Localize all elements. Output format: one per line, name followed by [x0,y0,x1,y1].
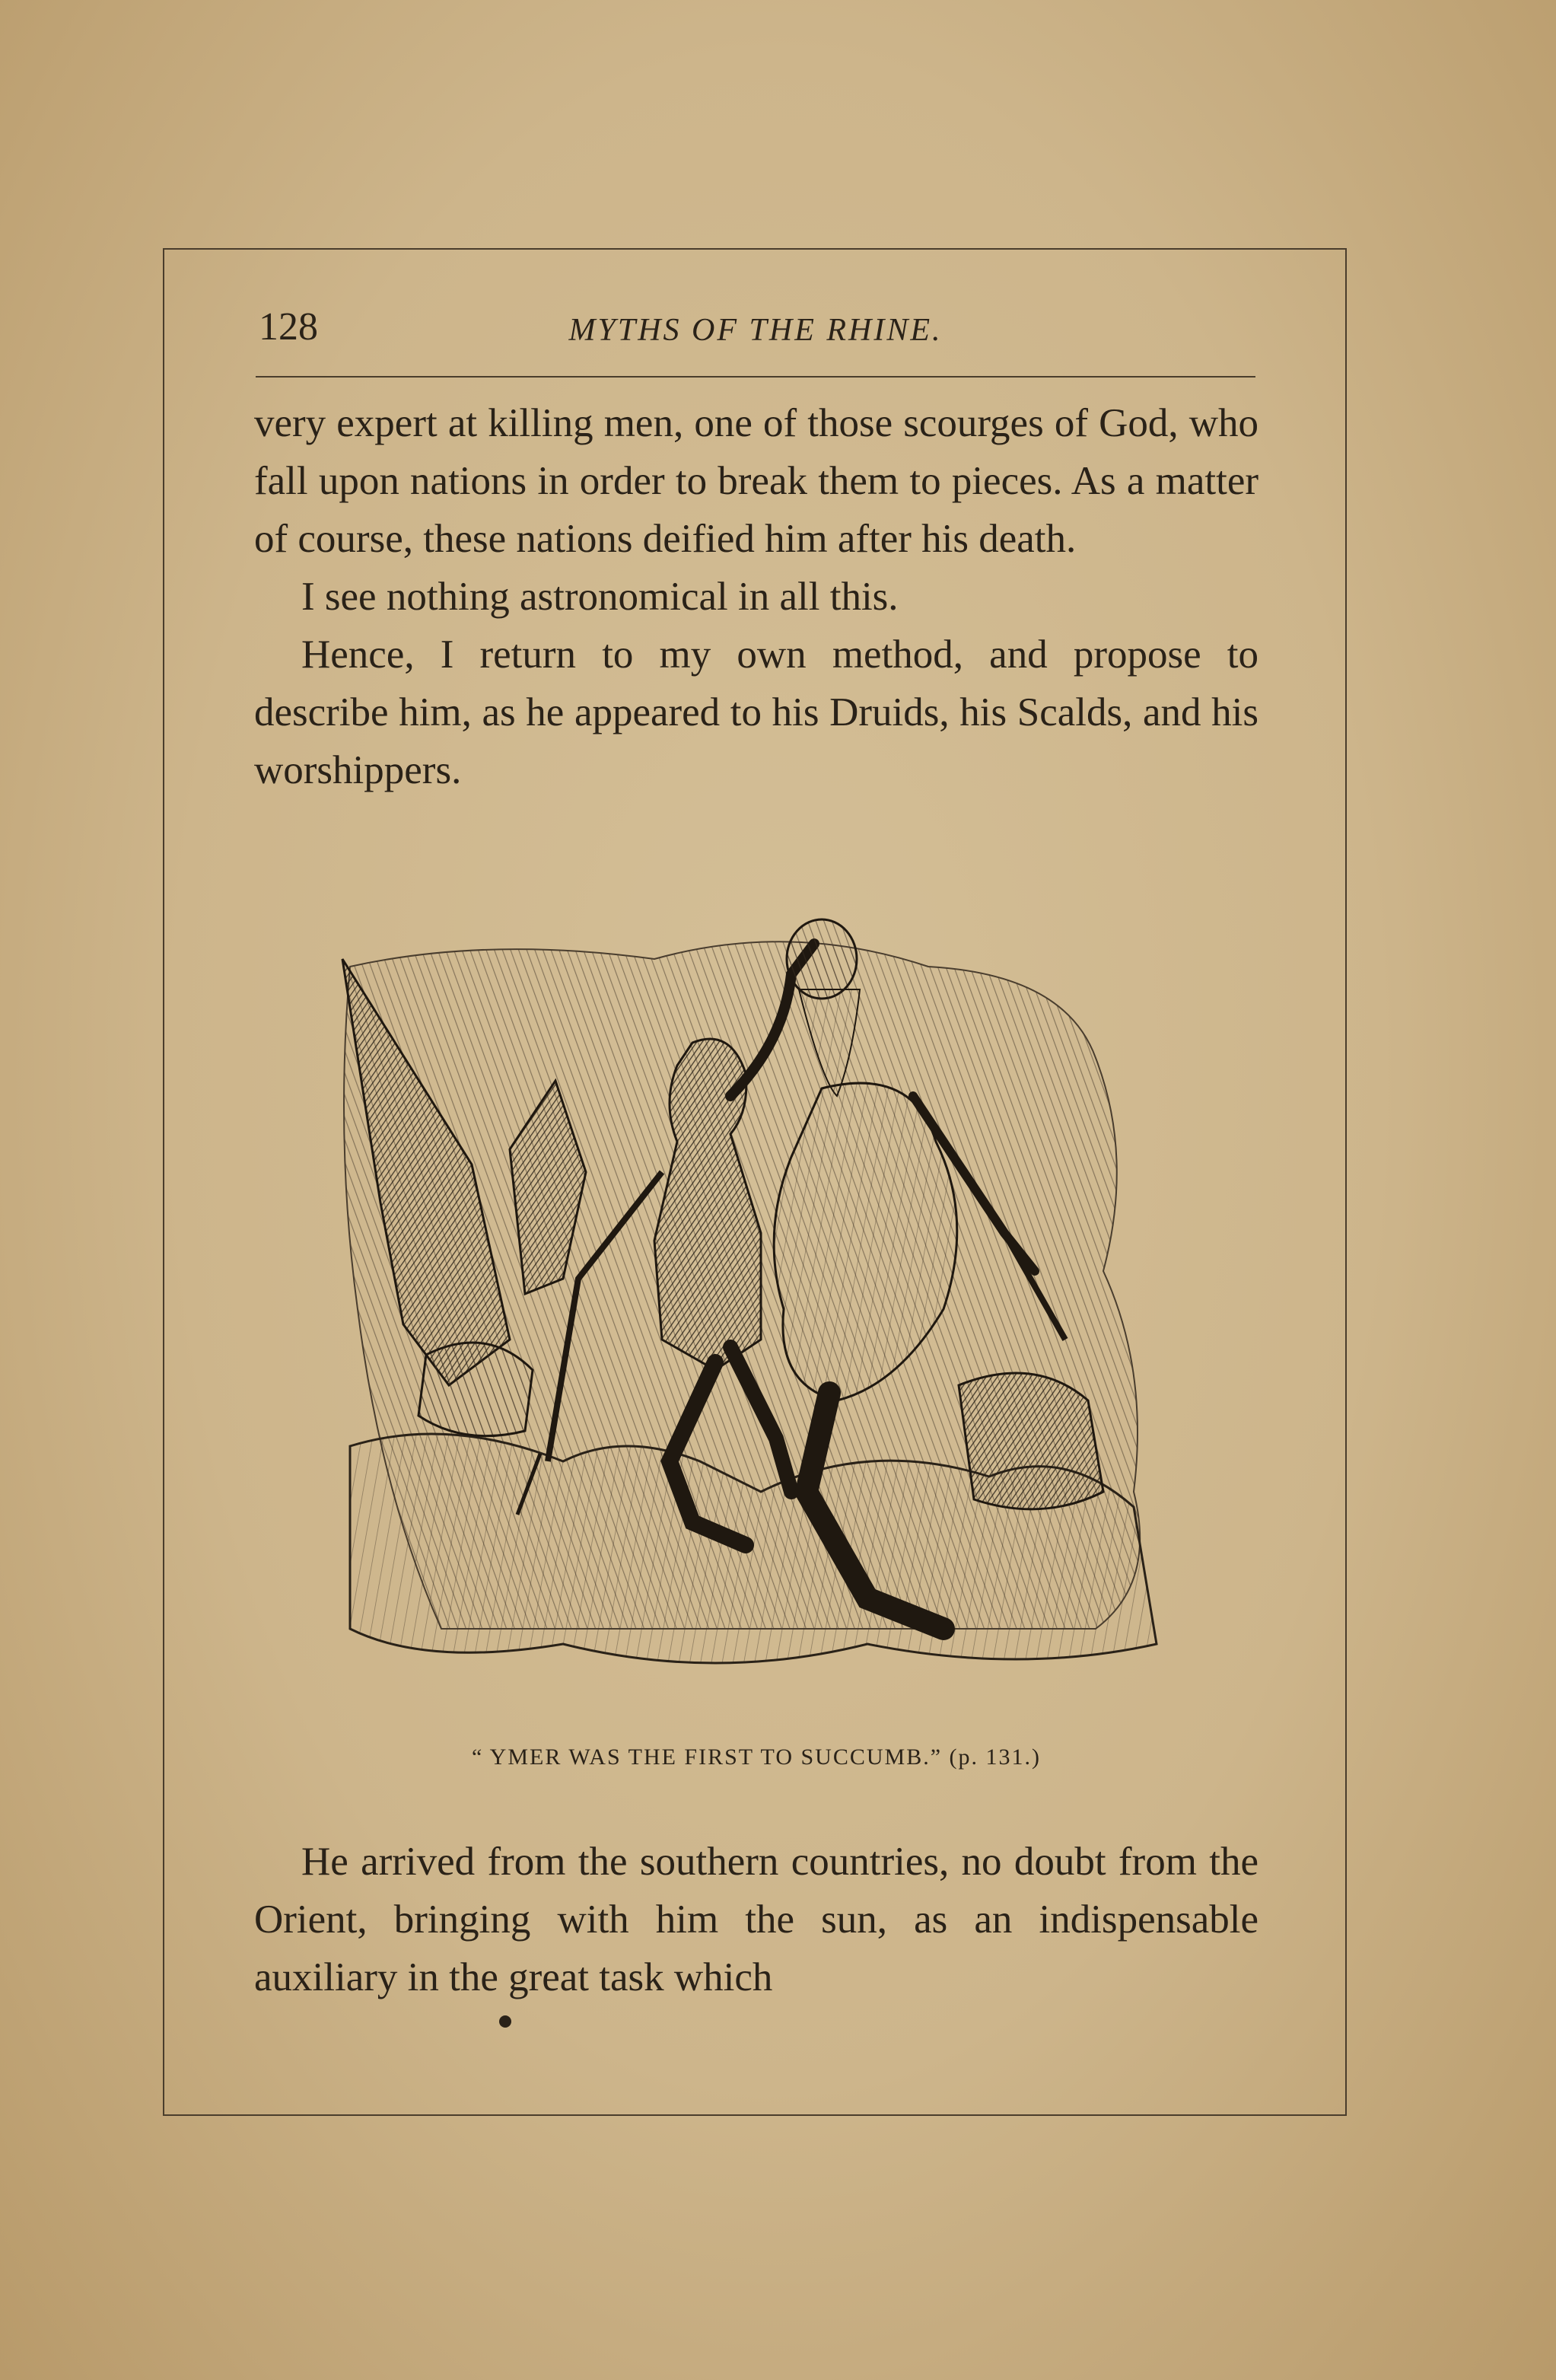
paragraph: Hence, I return to my own method, and propose to describe him, as he appeared to his Druids, his Scalds, and his worshippers. [254,632,1258,792]
boulder [418,1343,533,1436]
running-head [256,303,1255,378]
ink-spot [499,2015,511,2028]
body-text-top [254,394,1258,799]
paragraph: I see nothing astronomical in all this. [301,575,899,619]
running-title: MYTHS OF THE RHINE. [568,313,943,348]
paragraph: He arrived from the southern countries, no doubt from the Orient, bringing with him the sun, as an indispensable auxiliary in the great task which [254,1840,1258,1999]
paragraph-continued: very expert at killing men, one of those scourges of God, who fall upon nations in order to break them to pieces. As a matter of course, these nations deified him after his death. [254,401,1258,561]
illustration-caption: “ YMER WAS THE FIRST TO SUCCUMB.” (p. 131.) [471,1744,1042,1770]
body-text-bottom [254,1833,1258,2006]
page-number: 128 [259,305,318,349]
engraving-illustration [335,913,1179,1735]
